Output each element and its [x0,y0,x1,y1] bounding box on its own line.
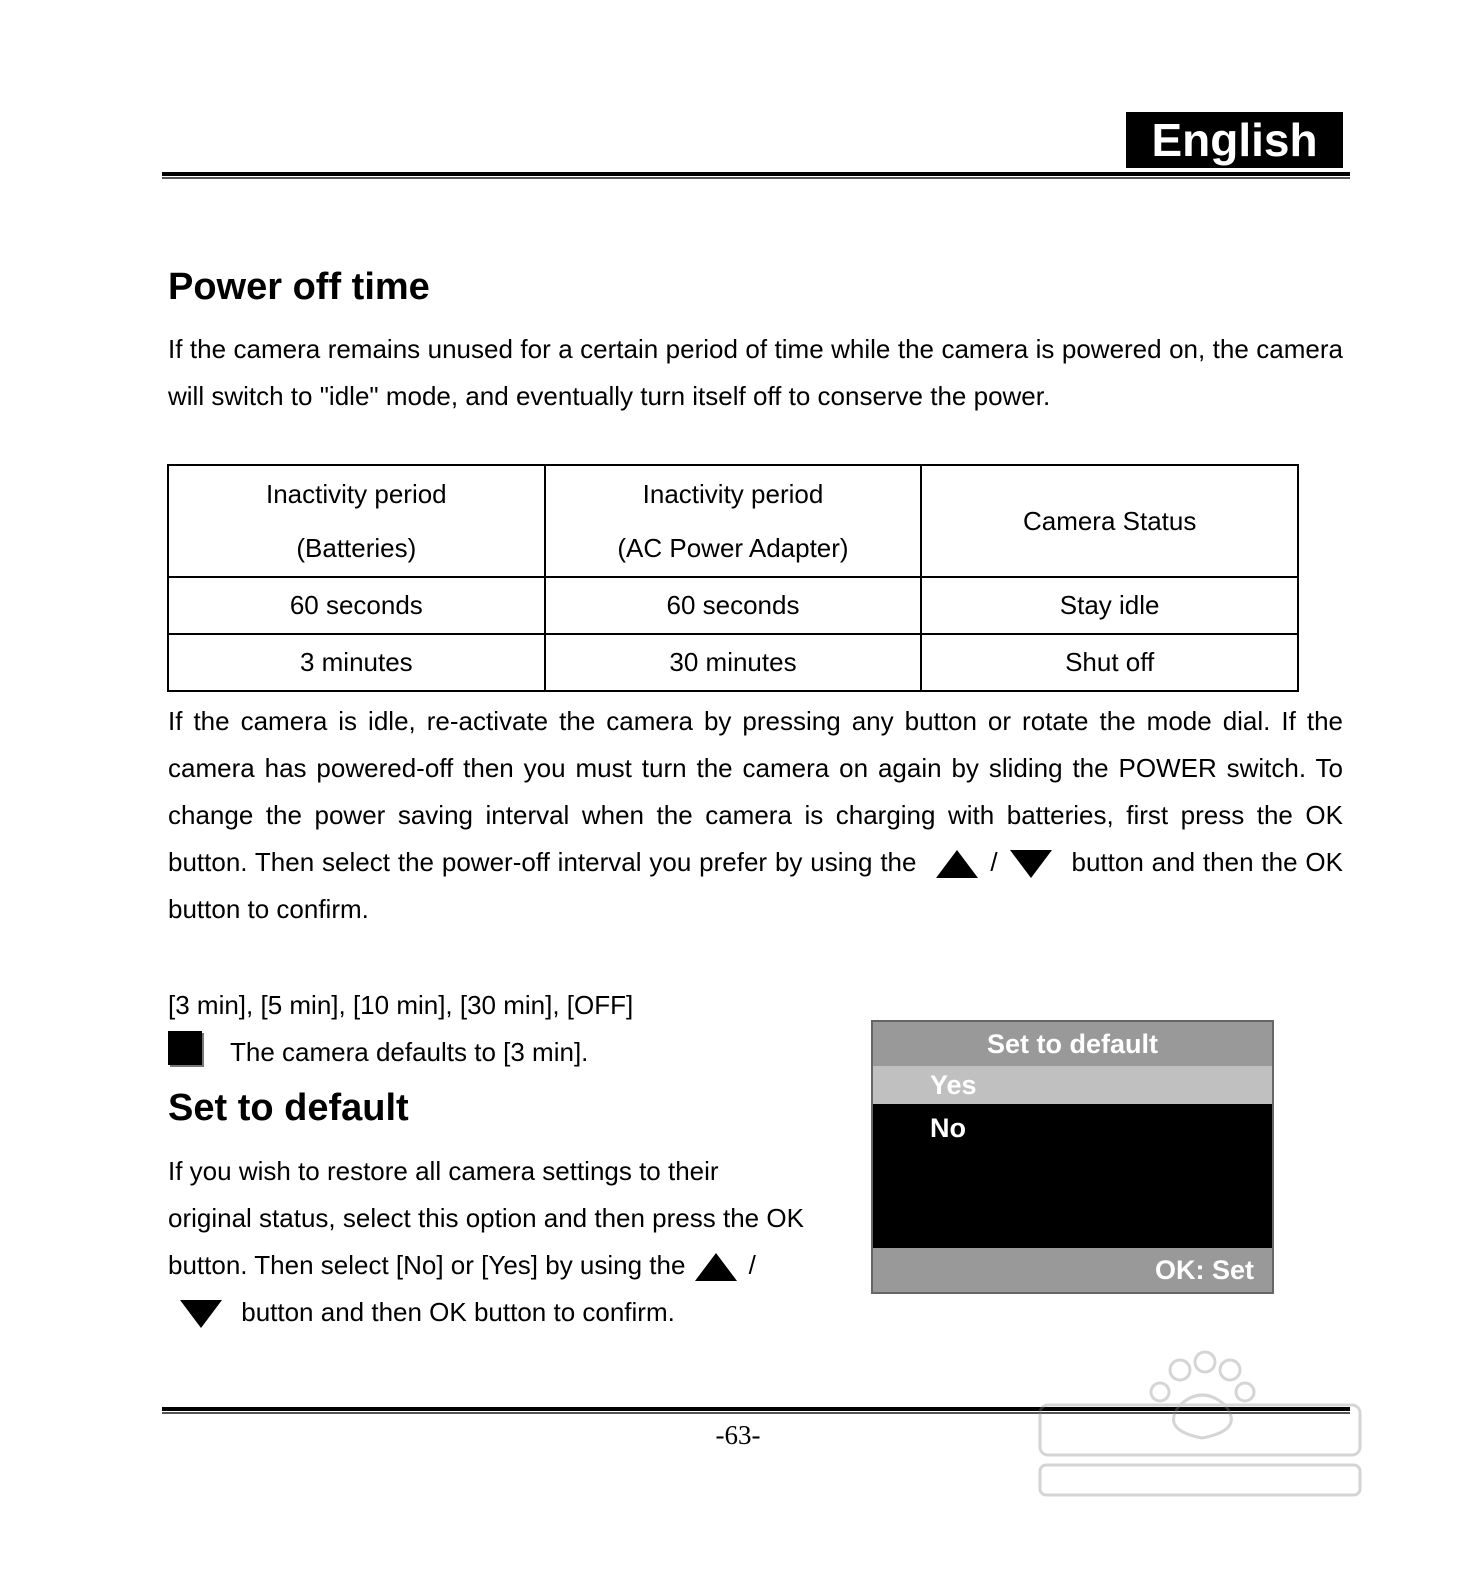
page-number: -63- [715,1420,761,1450]
triangle-down-icon [1010,850,1052,878]
triangle-up-icon [936,850,978,878]
header-rule-shadow [162,177,1350,179]
table-row [168,577,1298,634]
language-badge: English [1126,112,1343,168]
header-rule [162,172,1350,176]
table-header-cell: Inactivity period (Batteries) [168,465,545,577]
separator: / [990,847,998,877]
watermark-logo [1030,1350,1370,1510]
black-square-icon [168,1031,202,1065]
triangle-up-icon [695,1253,737,1281]
table-cell: 3 minutes [168,634,545,691]
screen-footer: OK: Set [873,1248,1272,1292]
table-cell: 60 seconds [545,577,922,634]
default-note: The camera defaults to [3 min]. [168,1030,588,1074]
table-cell: 30 minutes [545,634,922,691]
table-header-row [168,465,1298,577]
menu-item-yes[interactable]: Yes [873,1066,1272,1104]
camera-menu-screen [871,1020,1274,1294]
screen-title: Set to default [873,1022,1272,1066]
power-off-intro: If the camera remains unused for a certain period of time while the camera is powered on, the camera will switch to "idle" mode, and eventually turn itself off to conserve the power. [168,334,1343,411]
table-header-cell: Camera Status [921,465,1298,577]
interval-options: [3 min], [5 min], [10 min], [30 min], [OFF] [168,990,634,1020]
table-cell: 60 seconds [168,577,545,634]
table-cell: Shut off [921,634,1298,691]
inactivity-table [167,464,1299,692]
section-heading-set-default: Set to default [168,1087,409,1129]
separator: / [748,1250,756,1280]
table-header-cell: Inactivity period (AC Power Adapter) [545,465,922,577]
section-heading-power-off: Power off time [168,266,430,308]
menu-item-no[interactable]: No [930,1113,966,1143]
triangle-down-icon [180,1300,222,1328]
power-off-instructions: If the camera is idle, re-activate the camera by pressing any button or rotate the mode dial. If the camera has powered-off then you must turn the camera on again by sliding the POWER switch. To change the power saving interval when the camera is charging with batteries, first press the OK button. Then select the power-off interval you prefer by using the / button and then the OK button to confirm. [168,706,1343,924]
table-row [168,634,1298,691]
set-default-instructions: If you wish to restore all camera settings to their original status, select this option and then press the OK button. Then select [No] or [Yes] by using the / button and then OK button to confirm. [168,1156,804,1327]
table-cell: Stay idle [921,577,1298,634]
